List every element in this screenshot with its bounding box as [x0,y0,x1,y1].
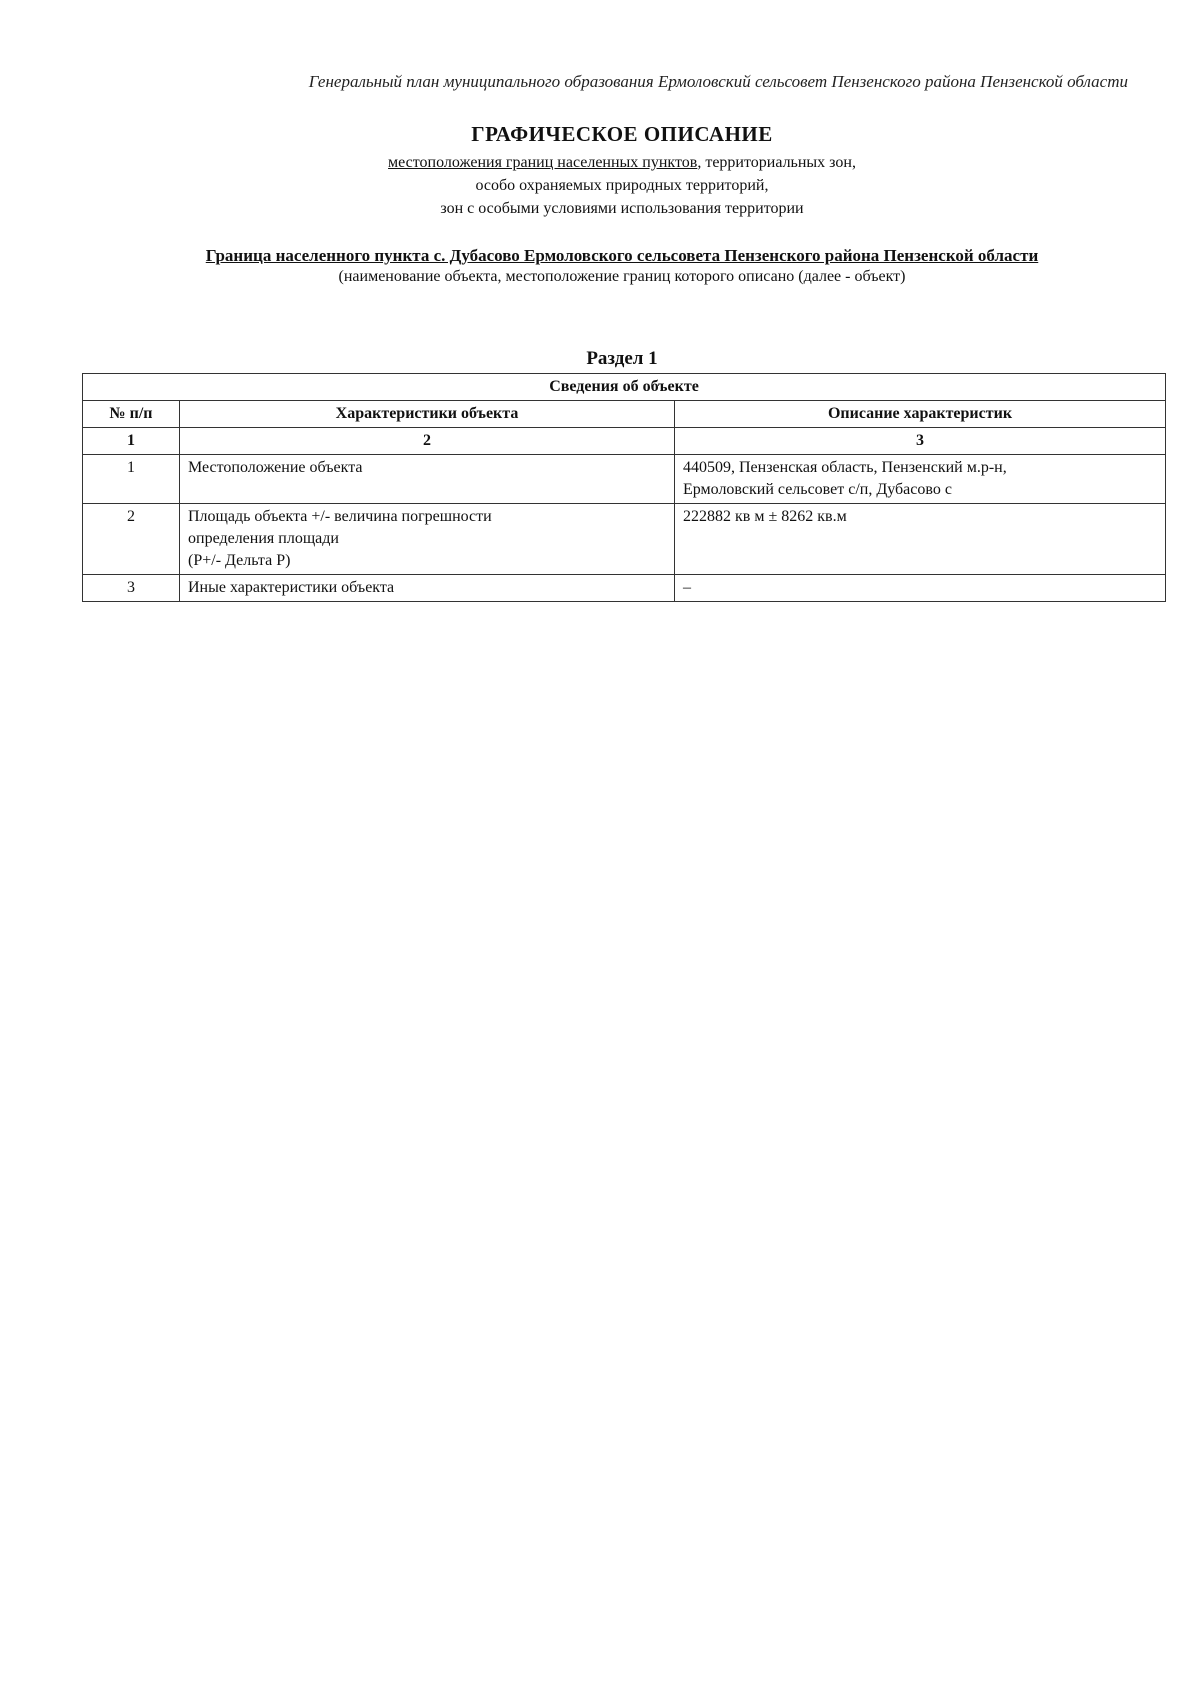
row-num: 3 [83,575,180,602]
table-row [83,455,1166,504]
object-caption: (наименование объекта, местоположение границ которого описано (далее - объект) [338,268,906,285]
subtitle-line-2: особо охраняемых природных территорий, [475,177,769,194]
table-row [83,504,1166,575]
index-cell-3: 3 [675,428,1166,455]
object-name: Граница населенного пункта с. Дубасово Ермоловского сельсовета Пензенского района Пензенской области [205,246,1039,265]
title-block [82,122,1162,220]
row-description: 222882 кв м ± 8262 кв.м [675,504,1166,575]
section-title: Раздел 1 [586,348,658,369]
table-caption-row [83,374,1166,401]
running-header: Генеральный план муниципального образования Ермоловский сельсовет Пензенского района Пензенской области [308,72,1128,91]
row-characteristic: Иные характеристики объекта [180,575,675,602]
object-block [82,246,1162,286]
subtitle-line-1 [82,151,1162,174]
subtitle-line-3: зон с особыми условиями использования территории [440,200,804,217]
table-row [83,575,1166,602]
row-num: 1 [83,455,180,504]
table-header-row [83,401,1166,428]
description-line: 440509, Пензенская область, Пензенский м.р-н, [683,459,1007,476]
row-num: 2 [83,504,180,575]
subtitle-underlined: местоположения границ населенных пунктов [388,154,698,171]
row-description: – [675,575,1166,602]
description-line: Ермоловский сельсовет с/п, Дубасово с [683,481,952,498]
row-description [675,455,1166,504]
table-index-row [83,428,1166,455]
table-caption: Сведения об объекте [83,374,1166,401]
row-characteristic: Местоположение объекта [180,455,675,504]
object-info-table [82,373,1166,602]
header-num: № п/п [83,401,180,428]
header-characteristic: Характеристики объекта [180,401,675,428]
characteristic-line: (P+/- Дельта P) [188,552,291,569]
header-description: Описание характеристик [675,401,1166,428]
document-title: ГРАФИЧЕСКОЕ ОПИСАНИЕ [471,122,773,146]
row-characteristic [180,504,675,575]
characteristic-line: определения площади [188,530,339,547]
index-cell-1: 1 [83,428,180,455]
subtitle-rest: , территориальных зон, [697,154,856,171]
characteristic-line: Площадь объекта +/- величина погрешности [188,508,492,525]
index-cell-2: 2 [180,428,675,455]
